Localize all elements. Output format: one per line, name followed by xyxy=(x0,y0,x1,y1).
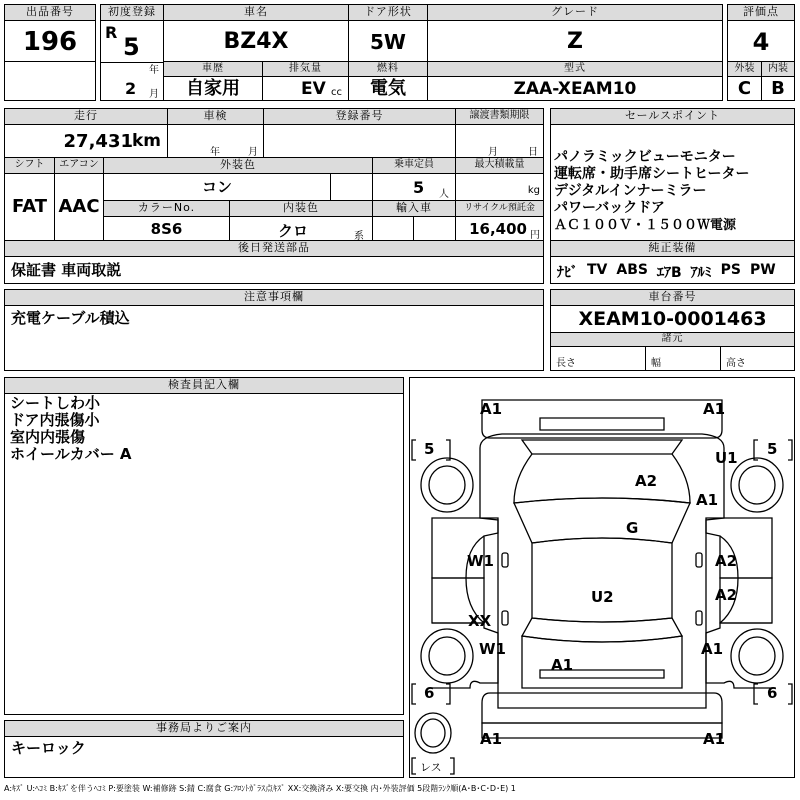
mark-right-front-door: A2 xyxy=(715,552,738,570)
genuine-equipment-list xyxy=(557,262,776,282)
year-unit: 年 xyxy=(149,65,159,76)
equip-alloy: ｱﾙﾐ xyxy=(690,265,712,281)
front-bumper-outline xyxy=(482,400,722,438)
transfer-month-unit: 月 xyxy=(488,147,498,158)
inspection-month-unit: 月 xyxy=(248,147,258,158)
door-type: 5W xyxy=(370,30,406,54)
inspector-line-2: ドア内張傷小 xyxy=(10,411,100,429)
model-label: 型式 xyxy=(427,61,723,77)
inspector-line-1: シートしわ小 xyxy=(10,394,101,412)
mark-tire-fr: 5 xyxy=(767,440,778,458)
load-label: 最大積載量 xyxy=(455,157,544,174)
length-label: 長さ xyxy=(556,358,576,369)
roof-outline xyxy=(532,538,672,622)
transfer-day-unit: 日 xyxy=(528,147,538,158)
inspection-label: 車検 xyxy=(167,108,264,125)
mark-spare: レス xyxy=(420,761,442,774)
first-reg-month: 2 xyxy=(125,79,137,98)
history-label: 車歴 xyxy=(163,61,263,77)
displacement-label: 排気量 xyxy=(262,61,349,77)
hood-outline xyxy=(514,454,690,503)
mark-right-fender-top: U1 xyxy=(715,449,738,467)
specs-label: 諸元 xyxy=(550,332,795,347)
transfer-label: 譲渡書類期限 xyxy=(455,108,544,125)
inspector-line-3: 室内内張傷 xyxy=(10,428,86,446)
first-reg-year: 5 xyxy=(123,33,140,61)
height-label: 高さ xyxy=(726,358,746,369)
damage-diagram xyxy=(409,377,795,778)
equip-pw: PW xyxy=(750,262,776,278)
int-color-label: 内装色 xyxy=(229,200,373,217)
lot-label: 出品番号 xyxy=(4,4,96,21)
load-unit: kg xyxy=(527,185,540,196)
mark-hood: A2 xyxy=(635,472,658,490)
mark-right-fender: A1 xyxy=(696,491,719,509)
era-label: R xyxy=(105,23,118,42)
ext-color-label: 外装色 xyxy=(103,157,373,174)
genuine-equipment-label: 純正装備 xyxy=(550,240,795,257)
grade-label: グレード xyxy=(427,4,723,21)
recycle-fee: 16,400 xyxy=(469,220,527,238)
mark-trunk: A1 xyxy=(551,656,574,674)
sales-point-2: 運転席・助手席シートヒーター xyxy=(554,166,750,182)
sales-point-5: ＡＣ１００Ｖ・１５００Ｗ電源 xyxy=(554,218,737,233)
interior-grade: B xyxy=(771,78,785,99)
mark-left-rear-fender: W1 xyxy=(479,640,506,658)
first-reg-label: 初度登録 xyxy=(100,4,164,21)
equip-airbag: ｴｱB xyxy=(656,265,682,281)
model-code: ZAA-XEAM10 xyxy=(513,79,637,99)
car-name-label: 車名 xyxy=(163,4,349,21)
width-label: 幅 xyxy=(651,358,661,369)
recycle-unit: 円 xyxy=(530,230,540,241)
windshield-outline xyxy=(514,498,690,543)
office-notice: キーロック xyxy=(11,739,86,757)
inspector-line-4: ホイールカバー A xyxy=(10,445,132,463)
month-unit: 月 xyxy=(149,89,159,100)
interior-label: 内装 xyxy=(761,61,795,77)
mark-right-rear-fender: A1 xyxy=(701,640,724,658)
mileage: 27,431 xyxy=(63,131,133,152)
mark-front-right-bumper: A1 xyxy=(703,400,726,418)
km-unit: km xyxy=(131,131,161,151)
exterior-color: コン xyxy=(201,178,232,196)
notes: 充電ケーブル積込 xyxy=(11,309,130,327)
displacement: EV xyxy=(301,79,326,99)
capacity-label: 乗車定員 xyxy=(372,157,456,174)
mark-left-rear-door: XX xyxy=(468,612,492,630)
sales-points-box xyxy=(550,124,795,241)
equip-ps: PS xyxy=(720,262,741,278)
equip-abs: ABS xyxy=(616,262,648,278)
chassis-label: 車台番号 xyxy=(550,289,795,306)
car-name: BZ4X xyxy=(223,29,289,54)
cc-unit: cc xyxy=(331,87,342,98)
equip-navi: ﾅﾋﾞ xyxy=(557,265,578,281)
mark-tire-rl: 6 xyxy=(424,684,435,702)
int-color-unit: 系 xyxy=(354,231,364,241)
score-label: 評価点 xyxy=(727,4,795,21)
color-number: 8S6 xyxy=(150,220,183,238)
recycle-label: リサイクル預託金 xyxy=(455,200,544,217)
exterior-label: 外装 xyxy=(727,61,762,77)
shift: FAT xyxy=(11,196,48,217)
grade: Z xyxy=(567,29,583,54)
shift-label: シフト xyxy=(4,157,55,174)
mark-right-rear-door: A2 xyxy=(715,586,738,604)
air-conditioner: AAC xyxy=(58,196,100,217)
car-body-outline xyxy=(480,434,724,708)
capacity-unit: 人 xyxy=(439,189,449,200)
mark-windshield: G xyxy=(626,519,639,537)
legend: A:ｷｽﾞ U:ﾍｺﾐ B:ｷｽﾞを伴うﾍｺﾐ P:要塗装 W:補修跡 S:錆 C:腐食 G:ﾌﾛﾝﾄｶﾞﾗｽ点ｷｽﾞ XX:交換済み X:要交換 内･外装評価 5段階ﾗﾝｸ順(A･B･C･D･E) 1 xyxy=(4,784,516,793)
mark-left-front-door: W1 xyxy=(467,552,494,570)
inspection-year-unit: 年 xyxy=(210,147,220,158)
score: 4 xyxy=(752,28,770,56)
trunk-outline xyxy=(522,636,682,688)
sales-point-1: パノラミックビューモニター xyxy=(554,149,736,165)
office-label: 事務局よりご案内 xyxy=(4,720,404,737)
fuel-label: 燃料 xyxy=(348,61,428,77)
later-parts-label: 後日発送部品 xyxy=(4,240,544,257)
door-label: ドア形状 xyxy=(348,4,428,21)
import-label: 輸入車 xyxy=(372,200,456,217)
mileage-label: 走行 xyxy=(4,108,168,125)
mark-front-left-bumper: A1 xyxy=(480,400,503,418)
sales-point-4: パワーバックドア xyxy=(554,200,665,216)
inspector-label: 検査員記入欄 xyxy=(4,377,404,394)
reg-number-label: 登録番号 xyxy=(263,108,456,125)
notes-label: 注意事項欄 xyxy=(4,289,544,306)
vehicle-history: 自家用 xyxy=(186,78,240,99)
mark-rear-left-bumper: A1 xyxy=(480,730,503,748)
fuel: 電気 xyxy=(370,78,406,99)
mark-tire-fl: 5 xyxy=(424,440,435,458)
color-no-label: カラーNo. xyxy=(103,200,230,217)
later-parts: 保証書 車両取説 xyxy=(11,261,122,279)
capacity: 5 xyxy=(413,178,425,197)
mark-roof: U2 xyxy=(591,588,614,606)
mark-rear-right-bumper: A1 xyxy=(703,730,726,748)
lot-number: 196 xyxy=(22,27,78,57)
sales-points-label: セールスポイント xyxy=(550,108,795,125)
equip-tv: TV xyxy=(587,262,608,278)
exterior-grade: C xyxy=(737,78,752,99)
ac-label: エアコン xyxy=(54,157,104,174)
inspector-notes xyxy=(4,393,404,715)
interior-color: クロ xyxy=(278,222,309,240)
chassis-number: XEAM10-0001463 xyxy=(578,308,767,330)
mark-tire-rr: 6 xyxy=(767,684,778,702)
sales-point-3: デジタルインナーミラー xyxy=(554,183,707,199)
